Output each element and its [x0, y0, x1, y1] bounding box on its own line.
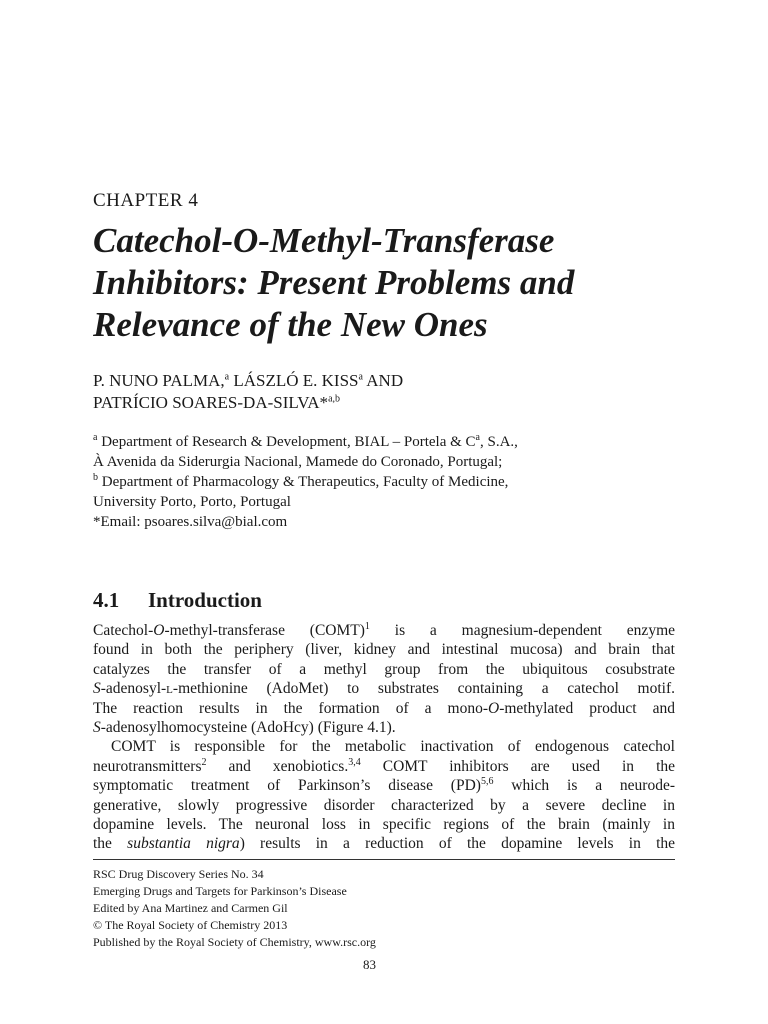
body-line: dopamine levels. The neuronal loss in specific regions of the brain (mainly in: [93, 815, 675, 833]
title-line-1: Catechol-O-Methyl-Transferase: [93, 221, 555, 260]
body-line: neurotransmitters$^2$ and xenobiotics.$^{3,4}$ COMT inhibitors are used in the: [93, 756, 675, 775]
footer-line: Emerging Drugs and Targets for Parkinson’s Disease: [93, 884, 347, 898]
body-line: S-adenosyl-l-methionine (AdoMet) to substrates containing a catechol motif.: [93, 680, 675, 698]
body-line: Catechol-O-methyl-transferase (COMT)$^1$ is a magnesium-dependent enzyme: [93, 620, 676, 639]
chapter-title: [93, 220, 693, 346]
author-line-1: P. NUNO PALMA,$^a$ LÁSZLÓ E. KISS$^a$ AND: [93, 371, 404, 390]
body-line: S-adenosylhomocysteine (AdoHcy) (Figure 4.1).: [93, 718, 396, 736]
author-list: [93, 370, 403, 414]
body-line: catalyzes the transfer of a methyl group from the ubiquitous cosubstrate: [93, 660, 675, 678]
footer-line: Edited by Ana Martinez and Carmen Gil: [93, 901, 288, 915]
affiliation-a-line-2: À Avenida da Siderurgia Nacional, Mamede do Coronado, Portugal;: [93, 454, 503, 470]
publication-footer: [93, 866, 376, 951]
body-line: COMT is responsible for the metabolic inactivation of endogenous catechol: [111, 738, 675, 756]
section-heading: [93, 588, 262, 613]
affiliation-b-line-1: $^b$ Department of Pharmacology & Therapeutics, Faculty of Medicine,: [93, 472, 509, 490]
affiliation-a-line-1: $^a$ Department of Research & Development, BIAL – Portela & $C^a$, S.A.,: [93, 432, 518, 450]
footer-line: RSC Drug Discovery Series No. 34: [93, 867, 264, 881]
affiliation-b-line-2: University Porto, Porto, Portugal: [93, 494, 291, 510]
title-line-2: Inhibitors: Present Problems and: [93, 263, 575, 302]
corresponding-email: *Email: psoares.silva@bial.com: [93, 514, 288, 530]
chapter-label: CHAPTER 4: [93, 190, 199, 211]
body-text: [93, 621, 675, 854]
body-line: the substantia nigra) results in a reduction of the dopamine levels in the: [93, 835, 675, 853]
affiliations: [93, 432, 518, 532]
section-title: Introduction: [148, 588, 262, 612]
book-page: [93, 0, 675, 1024]
page-number: 83: [363, 957, 376, 972]
body-line: generative, slowly progressive disorder characterized by a severe decline in: [93, 796, 675, 814]
title-line-3: Relevance of the New Ones: [93, 305, 488, 344]
footer-line: Published by the Royal Society of Chemistry, www.rsc.org: [93, 935, 376, 949]
section-number: 4.1: [93, 588, 120, 612]
body-line: The reaction results in the formation of a mono-O-methylated product and: [93, 699, 675, 717]
body-line: found in both the periphery (liver, kidney and intestinal mucosa) and brain that: [93, 641, 675, 659]
footer-divider: [93, 859, 675, 860]
body-line: symptomatic treatment of Parkinson’s disease (PD)$^{5,6}$ which is a neurode-: [93, 775, 675, 795]
footer-line: © The Royal Society of Chemistry 2013: [93, 918, 288, 932]
author-line-2: PATRÍCIO SOARES-DA-SILVA*$^{a,b}$: [93, 393, 341, 412]
